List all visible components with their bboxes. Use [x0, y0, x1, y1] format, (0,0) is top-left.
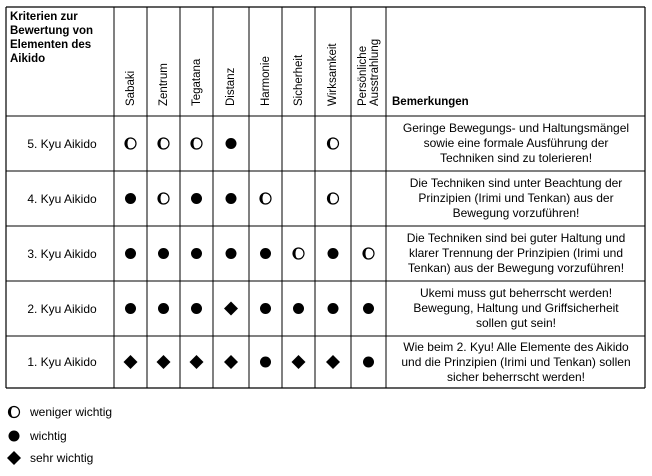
row-remark	[390, 121, 642, 166]
remark-line: Bewegung, Haltung und Griffsicherheit	[413, 301, 619, 315]
diamond-icon	[326, 355, 340, 369]
remark-line: Prinzipien (Irimi und Tenkan) aus der	[418, 191, 614, 205]
column-header-label: Zentrum	[157, 63, 170, 106]
filled-circle-icon	[9, 431, 20, 442]
remark-line: Geringe Bewegungs- und Haltungsmängel	[402, 121, 630, 135]
title-line: Kriterien zur	[10, 11, 78, 23]
diamond-icon	[7, 451, 21, 465]
row-remark	[390, 286, 642, 331]
filled-circle-icon	[158, 303, 169, 314]
column-header-label: Ausstrahlung	[368, 38, 381, 106]
filled-circle-icon	[191, 248, 202, 259]
remark-line: Wie beim 2. Kyu! Alle Elemente des Aikido	[403, 339, 629, 354]
row-remark	[390, 340, 642, 385]
row-label: 5. Kyu Aikido	[27, 136, 97, 151]
remark-line: Bewegung vorzuführen!	[452, 206, 580, 220]
diamond-icon	[292, 355, 306, 369]
diamond-icon	[157, 355, 171, 369]
row-label: 4. Kyu Aikido	[27, 191, 97, 206]
legend-label: weniger wichtig	[30, 405, 113, 419]
column-header-label: Sabaki	[124, 70, 137, 106]
diamond-icon	[190, 355, 204, 369]
filled-circle-icon	[226, 248, 237, 259]
remarks-header: Bemerkungen	[392, 96, 469, 108]
title-line: Aikido	[10, 53, 46, 65]
filled-circle-icon	[191, 193, 202, 204]
remark-line: sollen gut sein!	[475, 316, 557, 330]
filled-circle-icon	[260, 357, 271, 368]
filled-circle-icon	[260, 248, 271, 259]
legend-label: sehr wichtig	[30, 451, 94, 465]
remark-line: Die Techniken sind bei guter Haltung und	[406, 231, 626, 245]
remark-line: und die Prinzipien (Irimi und Tenkan) sollen	[401, 354, 631, 369]
filled-circle-icon	[191, 303, 202, 314]
filled-circle-icon	[260, 303, 271, 314]
column-header-label: Persönliche	[356, 45, 369, 106]
remark-line: sicher beherrscht werden!	[446, 369, 586, 384]
filled-circle-icon	[293, 303, 304, 314]
column-header-label: Wirksamkeit	[327, 43, 339, 106]
row-label: 2. Kyu Aikido	[27, 301, 97, 316]
filled-circle-icon	[363, 357, 374, 368]
remark-line: Ukemi muss gut beherrscht werden!	[419, 286, 613, 300]
filled-circle-icon	[328, 303, 339, 314]
row-label: 1. Kyu Aikido	[27, 355, 97, 369]
diamond-icon	[124, 355, 138, 369]
column-header-label: Distanz	[225, 67, 237, 106]
remark-line: sowie eine formale Ausführung der	[423, 136, 609, 150]
filled-circle-icon	[328, 248, 339, 259]
diamond-icon	[224, 355, 238, 369]
remark-line: klarer Trennung der Prinzipien (Irimi und	[408, 246, 624, 260]
column-header-label: Sicherheit	[292, 54, 305, 106]
filled-circle-icon	[125, 248, 136, 259]
remark-line: Techniken sind zu tolerieren!	[439, 151, 593, 165]
table-title	[10, 10, 120, 66]
legend-label: wichtig	[30, 429, 67, 443]
filled-circle-icon	[226, 138, 237, 149]
remark-line: Die Techniken sind unter Beachtung der	[409, 176, 623, 190]
title-line: Elementen des	[10, 39, 92, 51]
column-header-label: Harmonie	[259, 56, 272, 106]
row-remark	[390, 231, 642, 276]
row-remark	[390, 176, 642, 221]
remark-line: Tenkan) aus der Bewegung vorzuführen!	[407, 261, 625, 275]
column-header-label: Tegatana	[190, 58, 203, 106]
filled-circle-icon	[125, 303, 136, 314]
row-label: 3. Kyu Aikido	[27, 246, 97, 261]
diamond-icon	[224, 302, 238, 316]
filled-circle-icon	[158, 248, 169, 259]
filled-circle-icon	[125, 193, 136, 204]
filled-circle-icon	[363, 303, 374, 314]
filled-circle-icon	[226, 193, 237, 204]
title-line: Bewertung von	[10, 25, 94, 37]
